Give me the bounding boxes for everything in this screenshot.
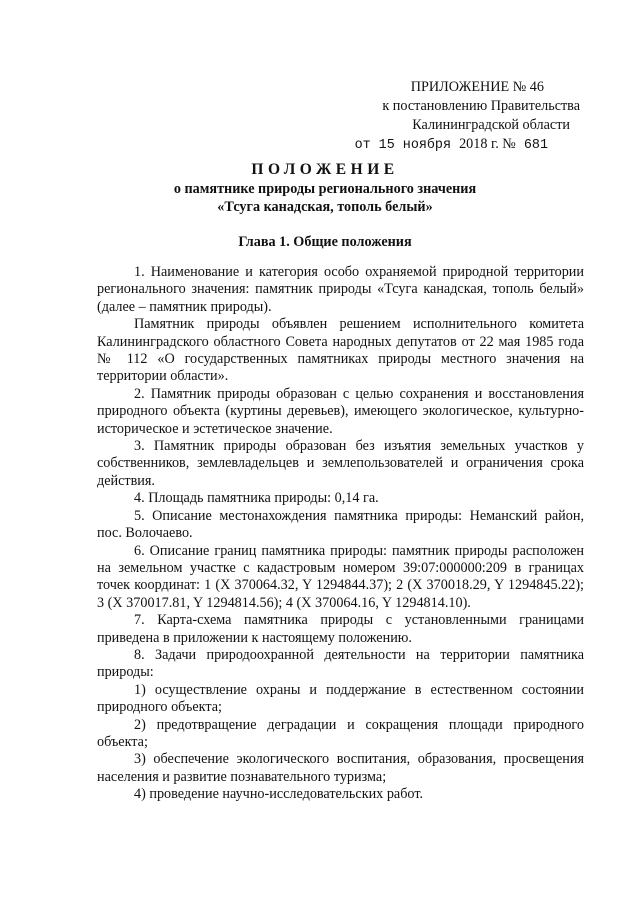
paragraph: 5. Описание местонахождения памятника природы: Неманский район, пос. Волочаево. bbox=[97, 507, 584, 542]
document-heading bbox=[100, 160, 550, 216]
appendix-region: Калининградской области bbox=[412, 117, 570, 133]
paragraph: 4. Площадь памятника природы: 0,14 га. bbox=[134, 490, 379, 507]
appendix-date: от 15 ноября bbox=[354, 138, 452, 153]
appendix-title: ПРИЛОЖЕНИЕ № 46 bbox=[410, 79, 544, 95]
paragraph: Памятник природы объявлен решением исполнительного комитета Калининградского областного Совета народных депутатов от 22 мая 1985 года № 112 «О государственных памятниках природы местного значения на территории области». bbox=[97, 316, 584, 385]
list-item: 4) проведение научно-исследовательских работ. bbox=[134, 786, 424, 803]
document-title: ПОЛОЖЕНИЕ bbox=[251, 161, 399, 178]
paragraph: 3. Памятник природы образован без изъятия земельных участков у собственников, землевладельцев и землепользователей и ограничения срока действия. bbox=[97, 438, 584, 489]
list-item: 2) предотвращение деградации и сокращения площади природного объекта; bbox=[97, 716, 584, 750]
appendix-date-line bbox=[330, 135, 580, 155]
document-subject: «Тсуга канадская, тополь белый» bbox=[217, 199, 433, 215]
list-item: 3) обеспечение экологического воспитания, образования, просвещения населения и развитие познавательного туризма; bbox=[97, 751, 584, 785]
paragraph: 7. Карта-схема памятника природы с установленными границами приведена в приложении к настоящему положению. bbox=[97, 612, 584, 646]
paragraph: 8. Задачи природоохранной деятельности на территории памятника природы: bbox=[97, 646, 584, 681]
document-body bbox=[97, 264, 584, 804]
paragraph: 1. Наименование и категория особо охраняемой природной территории регионального значения: памятник природы «Тсуга канадская, тополь белый» (далее – памятник природы). bbox=[97, 264, 584, 315]
list-item: 1) осуществление охраны и поддержание в естественном состоянии природного объекта; bbox=[97, 681, 584, 716]
appendix-number: 681 bbox=[523, 138, 548, 153]
paragraph: 6. Описание границ памятника природы: памятник природы расположен на земельном участке с кадастровым номером 39:07:000000:209 в границах точек координат: 1 (X 370064.32, Y 1294844.37); 2 (X 370018.29, Y 1294845.22); 3 (X 370017.81, Y 1294814.56); 4 (X 370064.16, Y 1294814.10). bbox=[97, 542, 584, 611]
document-subtitle: о памятнике природы регионального значения bbox=[173, 181, 477, 197]
paragraph: 2. Памятник природы образован с целью сохранения и восстановления природного объекта (куртины деревьев), имеющего экологическое, культурно-историческое и эстетическое значение. bbox=[97, 385, 584, 437]
chapter-heading: Глава 1. Общие положения bbox=[238, 234, 412, 250]
appendix-header bbox=[330, 78, 580, 155]
appendix-reference: к постановлению Правительства bbox=[382, 98, 580, 114]
appendix-year: 2018 г. № bbox=[459, 136, 516, 152]
